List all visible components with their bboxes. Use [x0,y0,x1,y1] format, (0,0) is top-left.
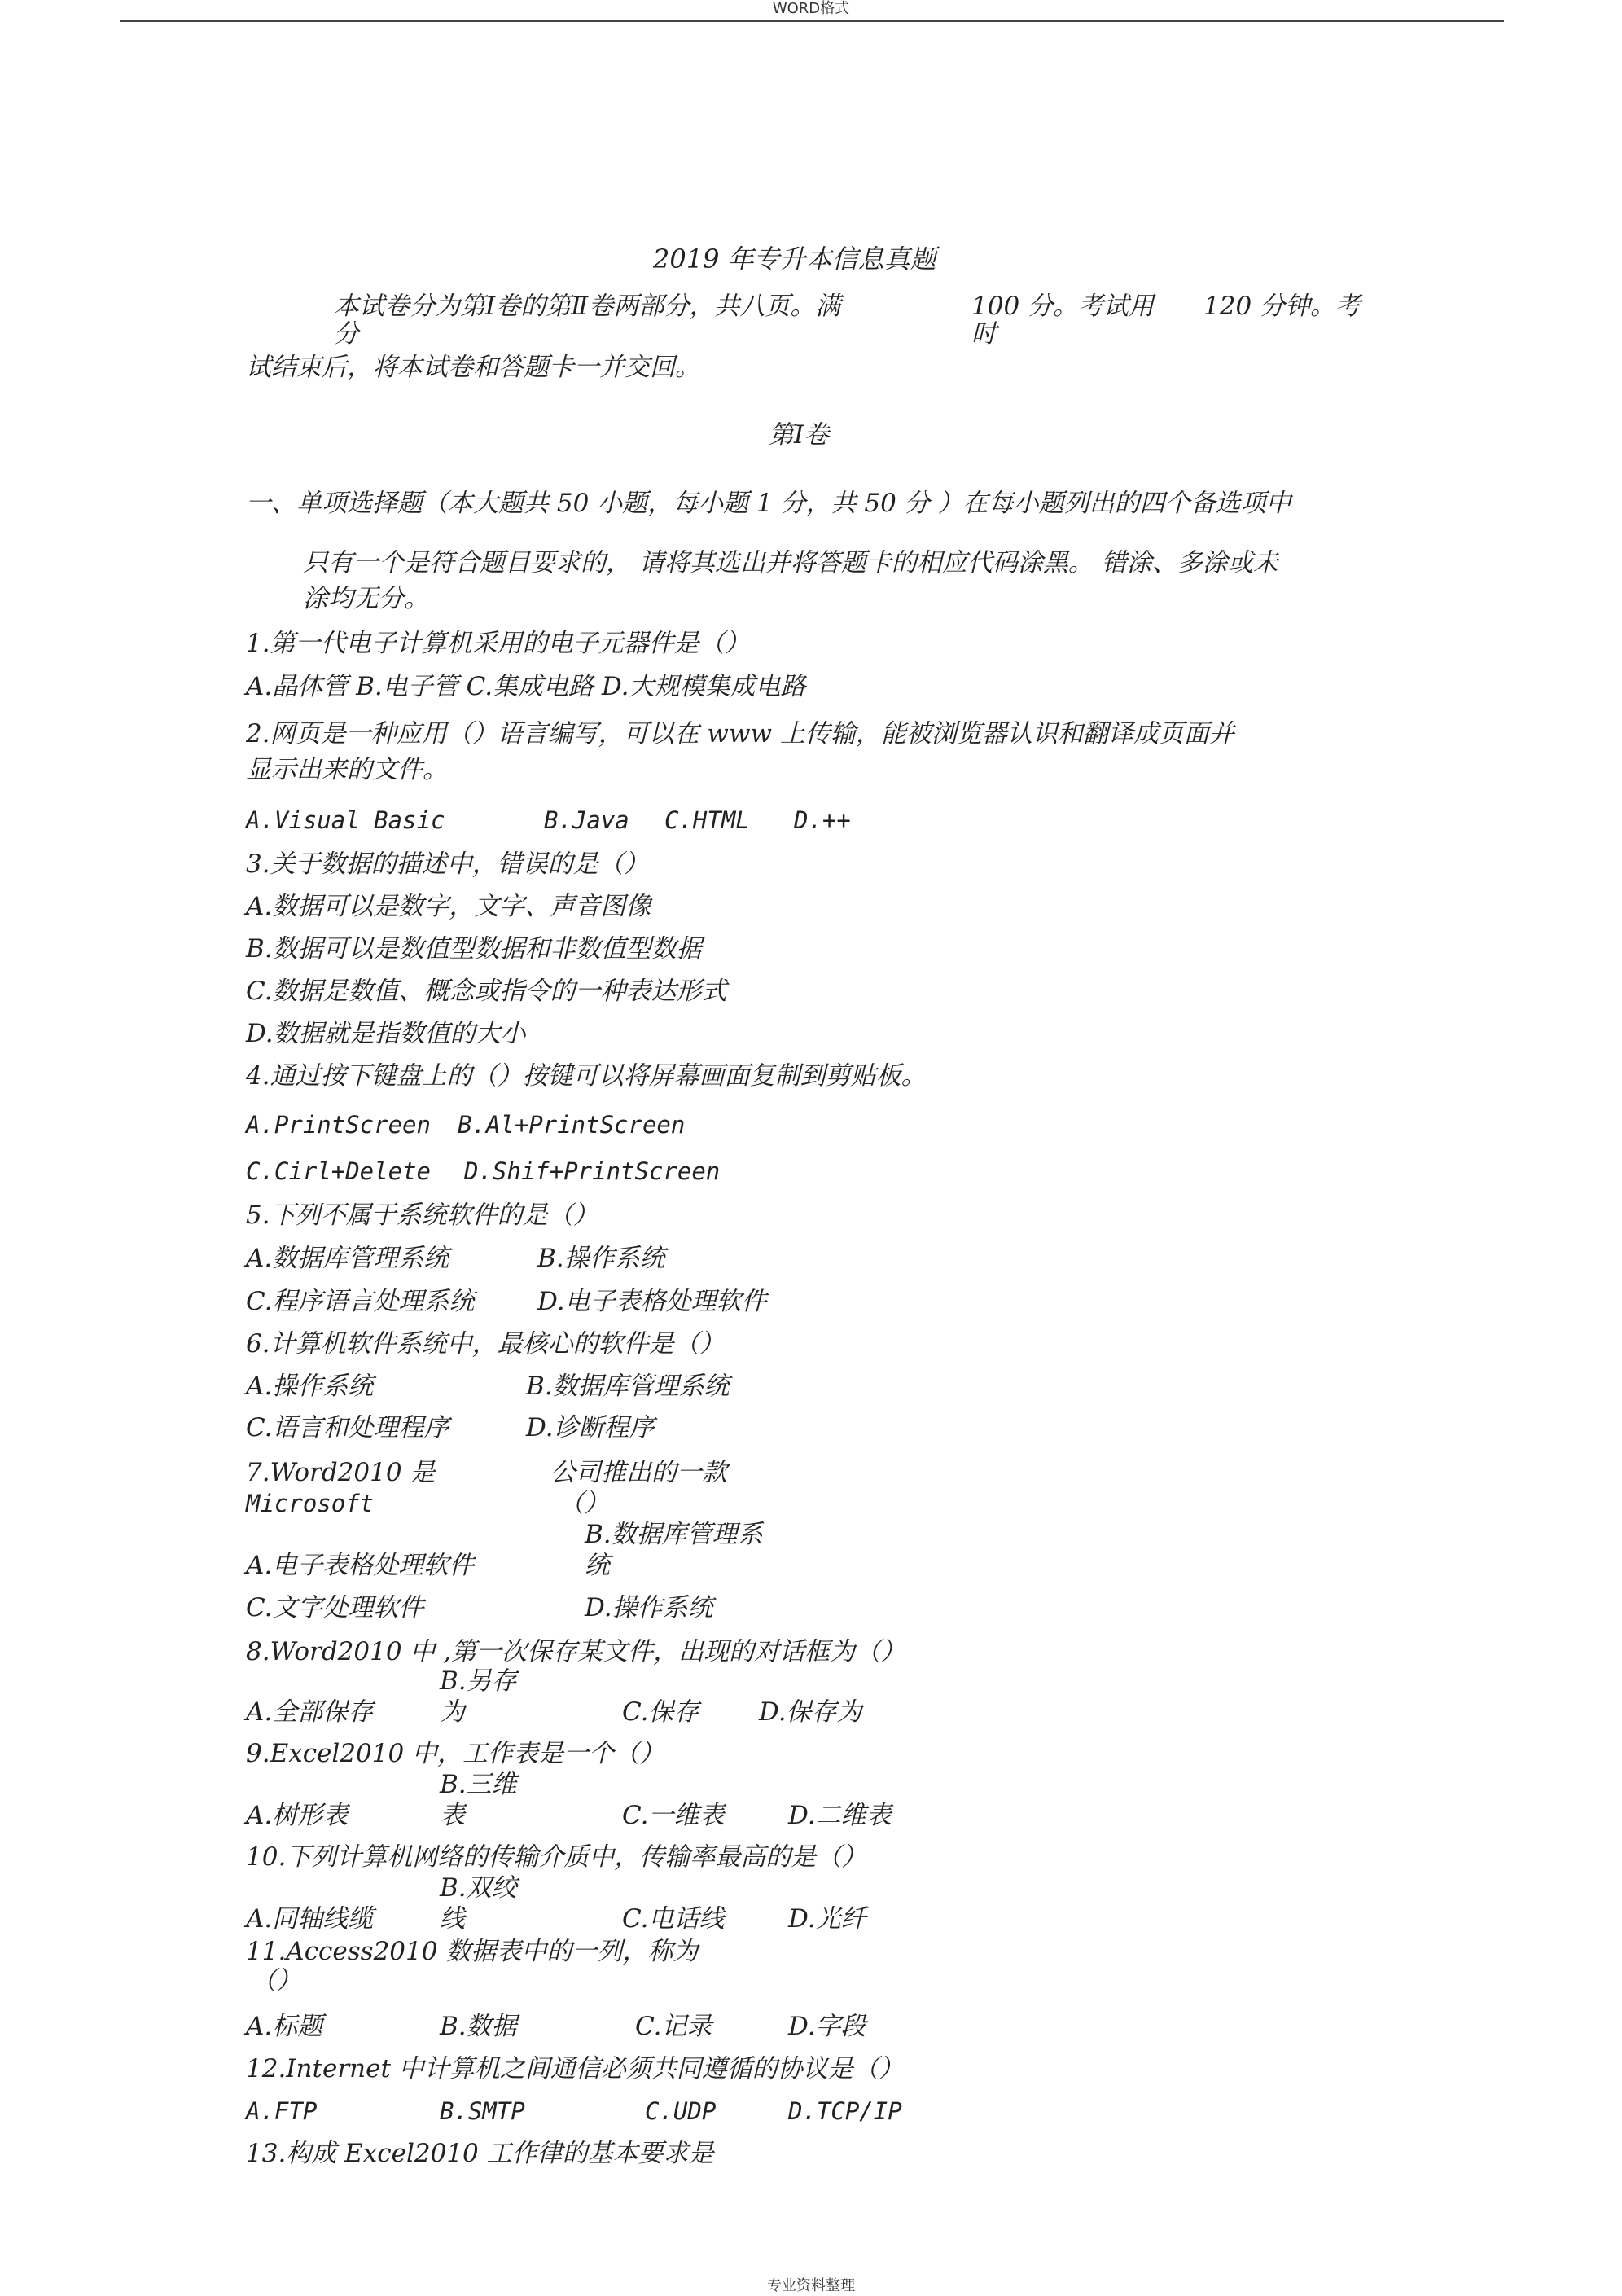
question-7-stem-c: 公司推出的一款 [550,1458,727,1487]
question-7-option-c: C.文字处理软件 [246,1593,424,1622]
question-1-options: A.晶体管 B.电子管 C.集成电路 D.大规模集成电路 [246,672,806,701]
section-instruction-1: 一、单项选择题（本大题共 50 小题，每小题 1 分，共 50 分 ）在每小题列出的四个备选项中 [246,489,1291,518]
question-9-option-b-1: B.三维 [440,1770,517,1799]
question-12-option-a: A.FTP [246,2097,318,2125]
question-2-option-a: A.Visual Basic [246,806,445,834]
page-footer: 专业资料整理 [767,2277,855,2294]
section-instruction-2: 只有一个是符合题目要求的， 请将其选出并将答题卡的相应代码涂黑。 错涂、多涂或未 [303,548,1278,577]
question-5-option-d: D.电子表格处理软件 [537,1287,767,1316]
question-5-option-b: B.操作系统 [537,1244,665,1273]
question-9-option-a: A.树形表 [246,1801,349,1830]
intro-part-c: 120 分钟。考 [1203,292,1361,321]
question-5-stem: 5.下列不属于系统软件的是（） [246,1201,598,1230]
header-label: WORD格式 [772,0,850,17]
question-2-option-b: B.Java [544,806,629,834]
question-5-option-a: A.数据库管理系统 [246,1244,449,1273]
question-4-option-b: B.Al+PrintScreen [458,1111,686,1139]
question-11-option-a: A.标题 [246,2012,323,2041]
question-10-option-d: D.光纤 [788,1904,866,1934]
question-4-stem: 4.通过按下键盘上的（）按键可以将屏幕画面复制到剪贴板。 [246,1061,927,1091]
question-8-option-c: C.保存 [622,1697,699,1727]
question-12-option-c: C.UDP [645,2097,717,2125]
question-8-option-b-1: B.另存 [440,1666,517,1696]
question-7-stem-b: Microsoft [246,1490,375,1517]
question-4-option-a: A.PrintScreen [246,1111,431,1139]
question-9-option-b-2: 表 [440,1801,465,1830]
question-8-option-a: A.全部保存 [246,1697,374,1727]
question-7-option-a: A.电子表格处理软件 [246,1551,475,1580]
question-3-option-c: C.数据是数值、概念或指令的一种表达形式 [246,977,727,1006]
question-8-option-d: D.保存为 [759,1697,862,1727]
question-12-option-b: B.SMTP [440,2097,525,2125]
question-13-stem: 13.构成 Excel2010 工作律的基本要求是 [246,2139,714,2168]
question-7-option-b-1: B.数据库管理系 [585,1520,763,1549]
question-10-option-b-1: B.双绞 [440,1873,517,1903]
question-2-option-d: D.++ [794,806,851,834]
question-12-stem: 12.Internet 中计算机之间通信必须共同遵循的协议是（） [246,2054,904,2083]
intro-part-b: 100 分。考试用 [971,292,1155,321]
question-4-option-c: C.Cirl+Delete [246,1157,431,1185]
question-3-stem: 3.关于数据的描述中，错误的是（） [246,849,649,879]
question-1-stem: 1.第一代电子计算机采用的电子元器件是（） [246,629,750,658]
question-6-option-a: A.操作系统 [246,1372,374,1401]
question-10-option-b-2: 线 [440,1904,465,1934]
question-8-stem: 8.Word2010 中 ,第一次保存某文件，出现的对话框为（） [246,1637,906,1666]
question-2-option-c: C.HTML [664,806,750,834]
intro-part-b2: 时 [971,319,997,349]
question-8-option-b-2: 为 [440,1697,465,1727]
question-11-stem-2: （） [251,1966,301,1995]
question-7-option-b-2: 统 [585,1551,610,1580]
question-10-option-c: C.电话线 [622,1904,725,1934]
exam-title: 2019 年专升本信息真题 [653,244,936,274]
question-3-option-a: A.数据可以是数字，文字、声音图像 [246,892,651,921]
question-11-option-c: C.记录 [635,2012,712,2041]
question-7-option-d: D.操作系统 [585,1593,713,1622]
question-4-option-d: D.Shif+PrintScreen [464,1157,721,1185]
intro-part-d: 试结束后，将本试卷和答题卡一并交回。 [246,353,700,382]
question-9-option-d: D.二维表 [788,1801,892,1830]
question-6-stem: 6.计算机软件系统中，最核心的软件是（） [246,1329,725,1359]
question-11-option-d: D.字段 [788,2012,866,2041]
question-2-stem-2: 显示出来的文件。 [246,755,448,784]
question-5-option-c: C.程序语言处理系统 [246,1287,475,1316]
question-11-option-b: B.数据 [440,2012,517,2041]
question-11-stem-1: 11.Access2010 数据表中的一列，称为 [246,1937,699,1966]
question-9-option-c: C.一维表 [622,1801,725,1830]
question-6-option-c: C.语言和处理程序 [246,1413,449,1442]
question-6-option-d: D.诊断程序 [526,1413,655,1442]
question-3-option-b: B.数据可以是数值型数据和非数值型数据 [246,934,702,964]
intro-part-a: 本试卷分为第Ⅰ卷的第Ⅱ卷两部分，共八页。满 [334,292,841,321]
question-10-option-a: A.同轴线缆 [246,1904,374,1934]
question-3-option-d: D.数据就是指数值的大小 [246,1019,526,1048]
question-7-stem-a: 7.Word2010 是 [246,1458,436,1487]
volume-heading: 第Ⅰ卷 [769,420,830,450]
question-7-stem-d: （） [559,1489,609,1518]
question-9-stem: 9.Excel2010 中，工作表是一个（） [246,1739,665,1768]
intro-part-a2: 分 [334,319,359,349]
question-10-stem: 10.下列计算机网络的传输介质中，传输率最高的是（） [246,1842,867,1872]
question-12-option-d: D.TCP/IP [788,2097,902,2125]
section-instruction-3: 涂均无分。 [303,584,429,613]
question-2-stem-1: 2.网页是一种应用（）语言编写，可以在 www 上传输，能被浏览器认识和翻译成页面并 [246,719,1234,749]
question-6-option-b: B.数据库管理系统 [526,1372,730,1401]
